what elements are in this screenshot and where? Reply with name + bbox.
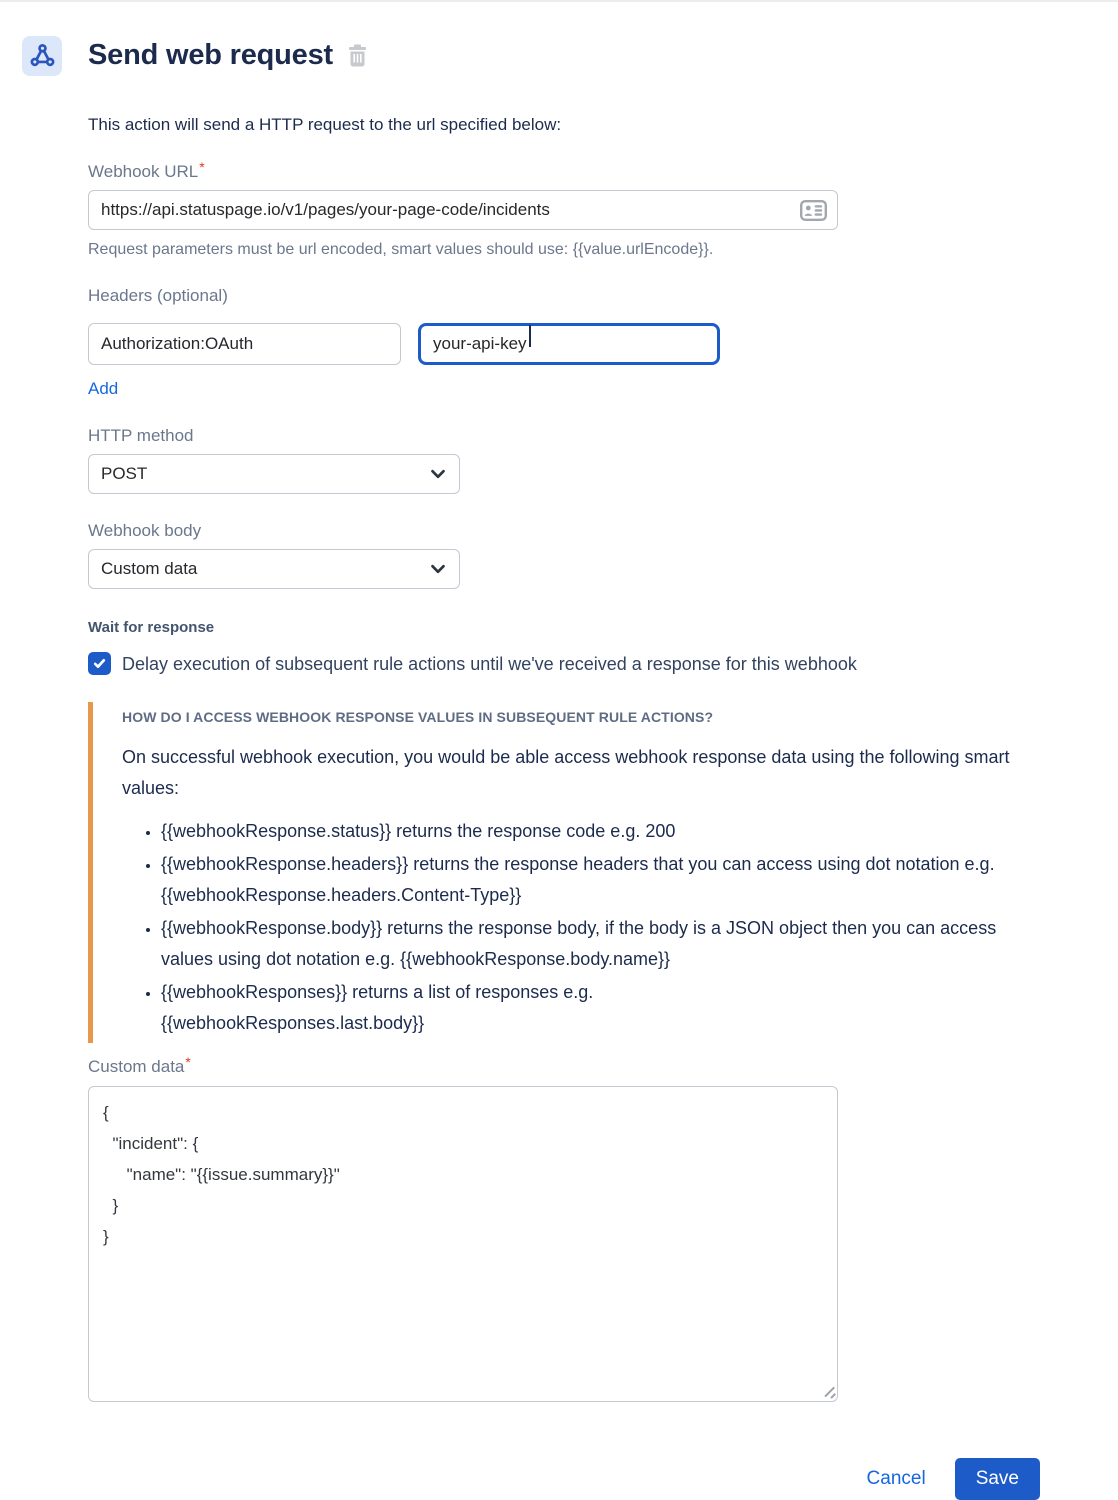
action-description: This action will send a HTTP request to the url specified below: [88,114,562,134]
save-button[interactable]: Save [955,1458,1040,1500]
contact-card-icon[interactable] [800,200,827,226]
info-panel-heading: HOW DO I ACCESS WEBHOOK RESPONSE VALUES IN SUBSEQUENT RULE ACTIONS? [122,708,714,725]
webhook-icon [22,36,62,76]
delay-execution-checkbox-label[interactable]: Delay execution of subsequent rule actions until we've received a response for this webhook [122,653,857,674]
header-row [88,315,1040,365]
delay-execution-checkbox[interactable] [88,652,111,675]
info-panel-intro: On successful webhook execution, you would be able access webhook response data using the following smart values: [122,746,1010,798]
headers-label: Headers (optional) [88,285,228,305]
action-header [22,20,1118,92]
form-footer [88,1458,1040,1500]
webhook-response-info-panel [88,702,1040,1043]
custom-data-label: Custom data* [88,1053,191,1076]
smart-values-list [122,816,1010,1039]
required-asterisk: * [185,1053,191,1070]
required-asterisk: * [199,158,205,175]
text-caret [529,325,531,347]
list-item: • {{webhookResponse.status}} returns the response code e.g. 200 [161,816,1010,847]
list-item: • {{webhookResponses}} returns a list of responses e.g. {{webhookResponses.last.body}} [161,977,681,1039]
custom-data-textarea[interactable] [88,1086,838,1402]
webhook-url-label: Webhook URL* [88,158,205,181]
http-method-label: HTTP method [88,425,194,445]
http-method-select[interactable] [88,454,460,494]
trash-icon[interactable] [347,44,368,72]
webhook-url-input[interactable] [88,190,838,230]
send-web-request-form [88,115,1040,1500]
webhook-url-help: Request parameters must be url encoded, smart values should use: {{value.urlEncode}}. [88,240,714,258]
cancel-button[interactable]: Cancel [865,1464,928,1494]
page-title: Send web request [88,39,333,72]
header-key-input[interactable] [88,323,401,365]
list-item: • {{webhookResponse.body}} returns the response body, if the body is a JSON object then you can access values using dot notation e.g. {{webhookResponse.body.name}} [161,913,1010,975]
webhook-body-select[interactable] [88,549,460,589]
webhook-body-label: Webhook body [88,520,202,540]
add-header-link[interactable]: Add [88,378,119,398]
list-item: • {{webhookResponse.headers}} returns the response headers that you can access using dot notation e.g. {{webhookResponse.headers.Content-Type}} [161,849,1010,911]
header-value-input[interactable] [418,323,720,365]
wait-for-response-label: Wait for response [88,618,215,636]
